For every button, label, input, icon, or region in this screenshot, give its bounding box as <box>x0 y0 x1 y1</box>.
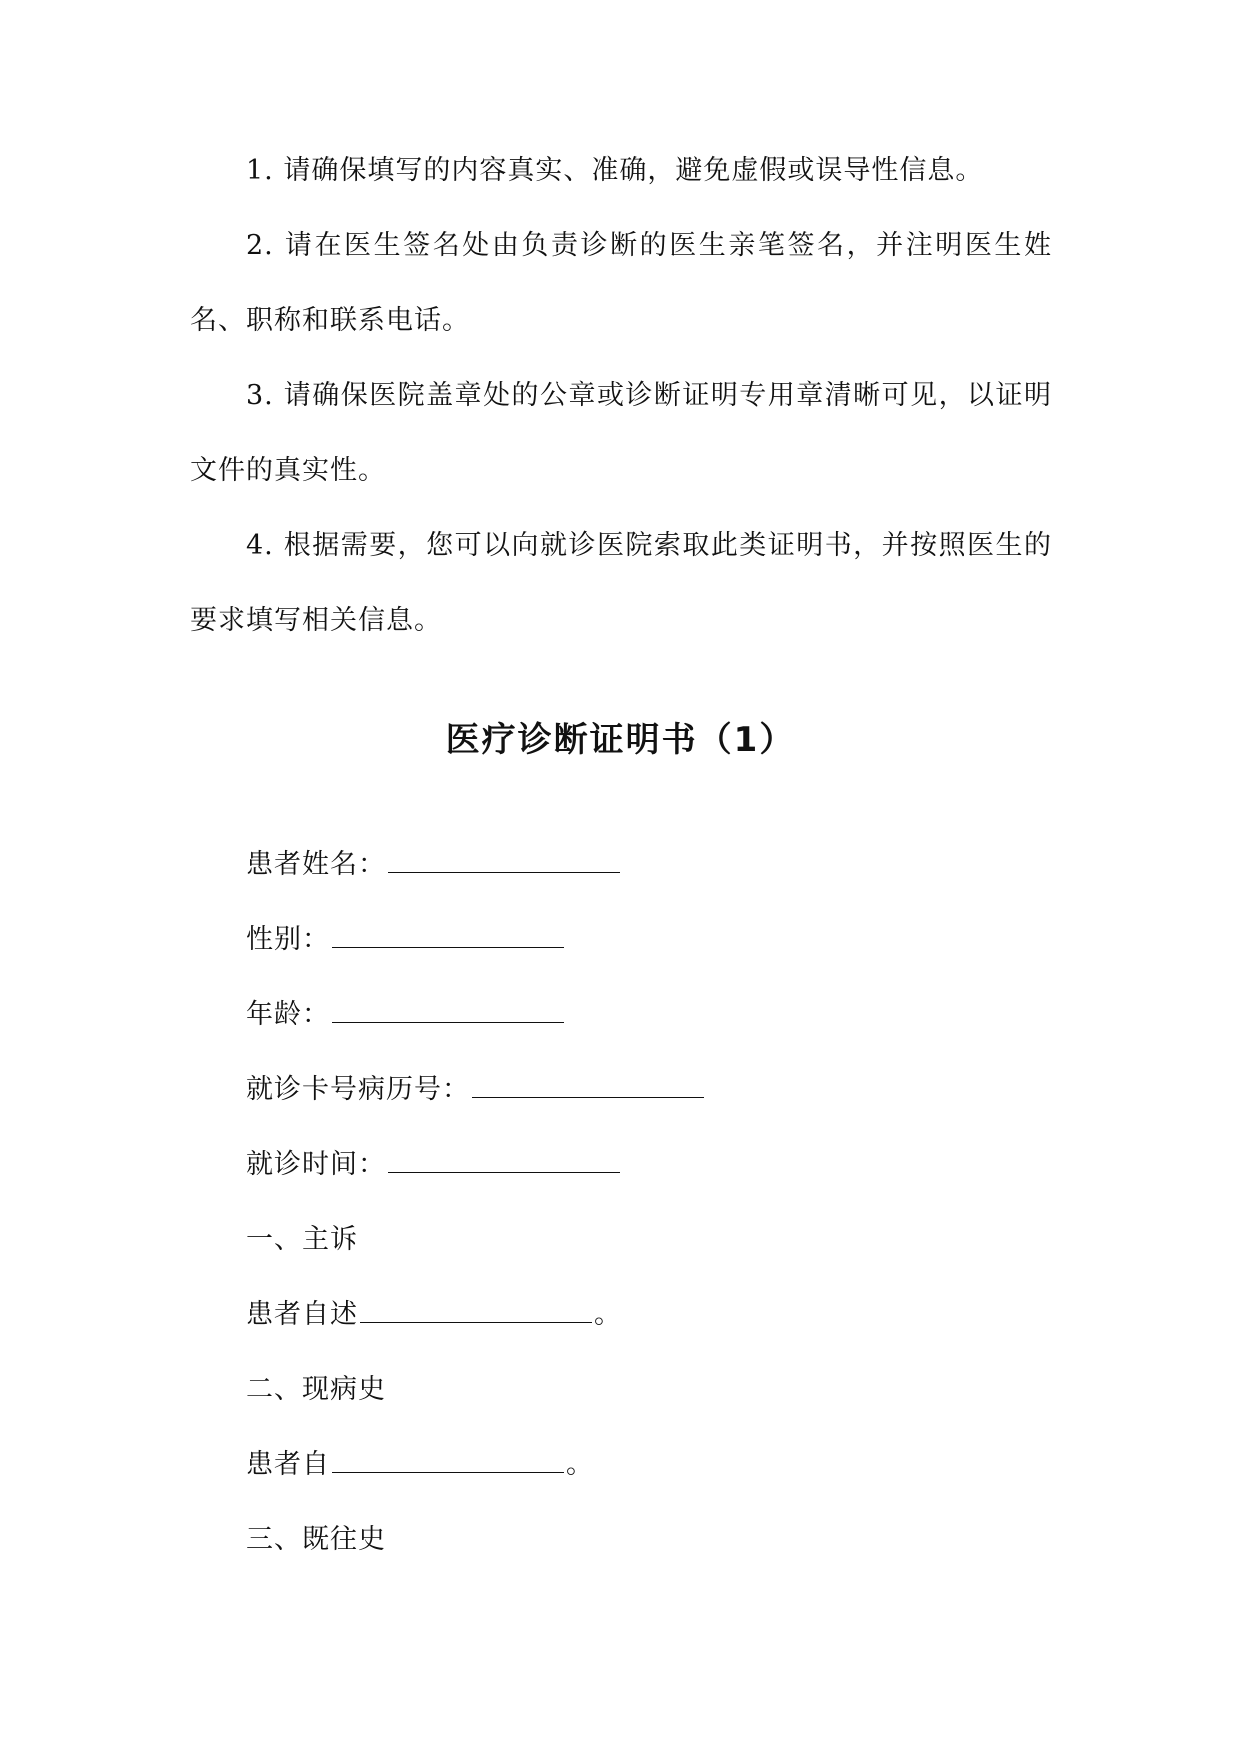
note-1: 1. 请确保填写的内容真实、准确，避免虚假或误导性信息。 <box>246 155 984 186</box>
age-blank[interactable] <box>332 996 564 1023</box>
present-illness-blank[interactable] <box>332 1446 564 1473</box>
field-gender <box>246 917 566 956</box>
gender-blank[interactable] <box>332 921 564 948</box>
note-2: 2. 请在医生签名处由负责诊断的医生亲笔签名，并注明医生姓名、职称和联系电话。 <box>190 230 1052 336</box>
field-visit-time <box>246 1142 622 1181</box>
chief-complaint-blank[interactable] <box>360 1296 592 1323</box>
field-label: 就诊卡号病历号： <box>246 1074 470 1105</box>
present-illness-suffix: 。 <box>566 1449 594 1480</box>
field-label: 就诊时间： <box>246 1149 386 1180</box>
field-age <box>246 992 566 1031</box>
chief-complaint-line <box>246 1292 622 1331</box>
note-4: 4. 根据需要，您可以向就诊医院索取此类证明书，并按照医生的要求填写相关信息。 <box>190 530 1052 636</box>
certificate-title: 医疗诊断证明书（1） <box>445 720 796 760</box>
section-present-illness-heading: 二、现病史 <box>246 1374 386 1405</box>
visit-time-blank[interactable] <box>388 1146 620 1173</box>
card-record-no-blank[interactable] <box>472 1071 704 1098</box>
patient-name-blank[interactable] <box>388 846 620 873</box>
field-label: 患者姓名： <box>246 849 386 880</box>
section-past-history-heading: 三、既往史 <box>246 1524 386 1555</box>
field-label: 年龄： <box>246 999 330 1030</box>
chief-complaint-prefix: 患者自述 <box>246 1299 358 1330</box>
section-chief-complaint-heading: 一、主诉 <box>246 1224 358 1255</box>
chief-complaint-suffix: 。 <box>594 1299 622 1330</box>
present-illness-line <box>246 1442 594 1481</box>
field-label: 性别： <box>246 924 330 955</box>
field-patient-name <box>246 842 622 881</box>
note-3: 3. 请确保医院盖章处的公章或诊断证明专用章清晰可见，以证明文件的真实性。 <box>190 380 1052 486</box>
field-card-record-no <box>246 1067 706 1106</box>
present-illness-prefix: 患者自 <box>246 1449 330 1480</box>
